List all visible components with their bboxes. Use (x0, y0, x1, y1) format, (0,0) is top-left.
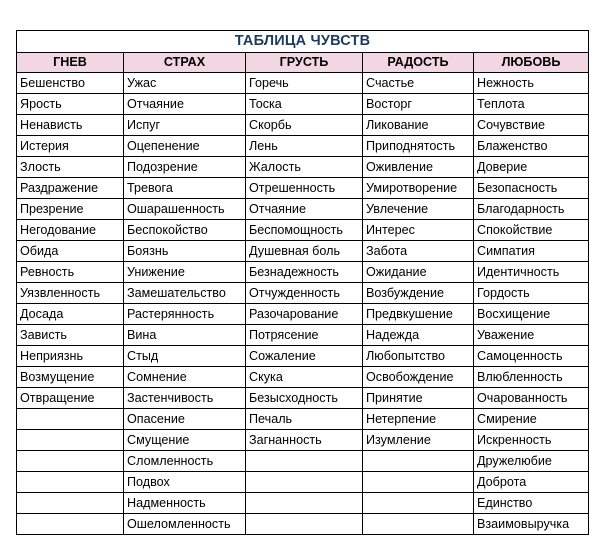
table-cell: Оживление (363, 157, 474, 178)
table-cell: Раздражение (17, 178, 124, 199)
table-cell: Застенчивость (124, 388, 246, 409)
table-cell: Сломленность (124, 451, 246, 472)
table-cell: Приподнятость (363, 136, 474, 157)
table-row (17, 241, 589, 262)
table-cell: Умиротворение (363, 178, 474, 199)
table-cell: Растерянность (124, 304, 246, 325)
table-cell: Печаль (246, 409, 363, 430)
table-cell: Единство (474, 493, 589, 514)
table-cell: Симпатия (474, 241, 589, 262)
table-cell: Гордость (474, 283, 589, 304)
table-row (17, 346, 589, 367)
table-cell: Отвращение (17, 388, 124, 409)
table-cell: Горечь (246, 73, 363, 94)
table-cell: Унижение (124, 262, 246, 283)
table-cell: Отчужденность (246, 283, 363, 304)
table-body (17, 73, 589, 535)
table-cell: Взаимовыручка (474, 514, 589, 535)
table-cell: Влюбленность (474, 367, 589, 388)
table-cell: Жалость (246, 157, 363, 178)
header-strakh: СТРАХ (124, 53, 246, 73)
table-row (17, 262, 589, 283)
table-cell: Смущение (124, 430, 246, 451)
table-cell: Опасение (124, 409, 246, 430)
table-cell: Загнанность (246, 430, 363, 451)
table-cell: Скорбь (246, 115, 363, 136)
table-cell: Сочувствие (474, 115, 589, 136)
table-cell: Нетерпение (363, 409, 474, 430)
table-cell: Обида (17, 241, 124, 262)
table-cell: Ревность (17, 262, 124, 283)
table-cell: Доверие (474, 157, 589, 178)
table-row (17, 325, 589, 346)
table-cell: Потрясение (246, 325, 363, 346)
table-cell: Уязвленность (17, 283, 124, 304)
header-lyubov: ЛЮБОВЬ (474, 53, 589, 73)
table-row (17, 493, 589, 514)
table-cell (363, 451, 474, 472)
table-cell: Надменность (124, 493, 246, 514)
table-cell: Испуг (124, 115, 246, 136)
table-cell: Идентичность (474, 262, 589, 283)
table-cell: Безысходность (246, 388, 363, 409)
table-cell: Душевная боль (246, 241, 363, 262)
table-cell: Досада (17, 304, 124, 325)
table-cell: Интерес (363, 220, 474, 241)
table-cell: Самоценность (474, 346, 589, 367)
table-row (17, 283, 589, 304)
table-row (17, 514, 589, 535)
table-cell: Освобождение (363, 367, 474, 388)
table-cell: Возмущение (17, 367, 124, 388)
table-title: ТАБЛИЦА ЧУВСТВ (17, 31, 589, 53)
table-cell (246, 472, 363, 493)
table-cell: Неприязнь (17, 346, 124, 367)
table-cell: Сомнение (124, 367, 246, 388)
table-row (17, 178, 589, 199)
table-cell: Возбуждение (363, 283, 474, 304)
table-cell (363, 472, 474, 493)
table-cell: Теплота (474, 94, 589, 115)
table-cell: Ненависть (17, 115, 124, 136)
table-cell: Ярость (17, 94, 124, 115)
table-cell: Бешенство (17, 73, 124, 94)
table-row (17, 304, 589, 325)
table-cell: Благодарность (474, 199, 589, 220)
table-cell: Презрение (17, 199, 124, 220)
table-cell: Тревога (124, 178, 246, 199)
header-radost: РАДОСТЬ (363, 53, 474, 73)
table-cell: Замешательство (124, 283, 246, 304)
table-row (17, 367, 589, 388)
table-cell: Подвох (124, 472, 246, 493)
table-cell: Блаженство (474, 136, 589, 157)
table-row (17, 136, 589, 157)
table-cell: Любопытство (363, 346, 474, 367)
header-gnev: ГНЕВ (17, 53, 124, 73)
table-cell: Злость (17, 157, 124, 178)
table-row (17, 472, 589, 493)
table-cell (17, 409, 124, 430)
table-cell: Стыд (124, 346, 246, 367)
table-cell: Негодование (17, 220, 124, 241)
table-cell: Безнадежность (246, 262, 363, 283)
table-cell (363, 493, 474, 514)
table-cell: Оцепенение (124, 136, 246, 157)
table-cell (17, 493, 124, 514)
table-cell: Безопасность (474, 178, 589, 199)
table-cell: Принятие (363, 388, 474, 409)
table-cell: Зависть (17, 325, 124, 346)
table-cell: Увлечение (363, 199, 474, 220)
table-row (17, 73, 589, 94)
table-cell: Беспомощность (246, 220, 363, 241)
table-cell: Ужас (124, 73, 246, 94)
table-row (17, 220, 589, 241)
table-row (17, 199, 589, 220)
table-cell: Отчаяние (124, 94, 246, 115)
table-cell: Боязнь (124, 241, 246, 262)
table-row (17, 157, 589, 178)
table-cell: Изумление (363, 430, 474, 451)
header-grust: ГРУСТЬ (246, 53, 363, 73)
table-row (17, 430, 589, 451)
table-cell: Уважение (474, 325, 589, 346)
table-row (17, 409, 589, 430)
table-cell (246, 493, 363, 514)
table-cell: Дружелюбие (474, 451, 589, 472)
table-cell (246, 451, 363, 472)
table-row (17, 451, 589, 472)
table-cell: Разочарование (246, 304, 363, 325)
feelings-table (16, 30, 589, 535)
table-cell: Тоска (246, 94, 363, 115)
table-cell: Надежда (363, 325, 474, 346)
table-cell: Лень (246, 136, 363, 157)
table-cell: Предвкушение (363, 304, 474, 325)
table-cell (17, 430, 124, 451)
table-cell: Отчаяние (246, 199, 363, 220)
table-cell: Ожидание (363, 262, 474, 283)
table-cell (17, 514, 124, 535)
table-cell: Беспокойство (124, 220, 246, 241)
table-cell: Скука (246, 367, 363, 388)
feelings-sheet (16, 30, 588, 535)
table-cell: Восторг (363, 94, 474, 115)
table-cell (17, 472, 124, 493)
table-cell: Доброта (474, 472, 589, 493)
table-cell (17, 451, 124, 472)
table-cell: Отрешенность (246, 178, 363, 199)
table-cell: Подозрение (124, 157, 246, 178)
table-cell: Сожаление (246, 346, 363, 367)
table-cell: Ликование (363, 115, 474, 136)
table-cell: Искренность (474, 430, 589, 451)
table-cell: Нежность (474, 73, 589, 94)
table-cell: Счастье (363, 73, 474, 94)
table-cell: Забота (363, 241, 474, 262)
table-cell: Ошарашенность (124, 199, 246, 220)
table-cell (246, 514, 363, 535)
table-cell: Очарованность (474, 388, 589, 409)
table-cell: Вина (124, 325, 246, 346)
table-row (17, 94, 589, 115)
table-cell (363, 514, 474, 535)
table-cell: Восхищение (474, 304, 589, 325)
table-row (17, 388, 589, 409)
table-cell: Смирение (474, 409, 589, 430)
table-cell: Спокойствие (474, 220, 589, 241)
table-row (17, 115, 589, 136)
table-cell: Ошеломленность (124, 514, 246, 535)
table-cell: Истерия (17, 136, 124, 157)
title-row (17, 31, 589, 53)
column-header-row (17, 53, 589, 73)
